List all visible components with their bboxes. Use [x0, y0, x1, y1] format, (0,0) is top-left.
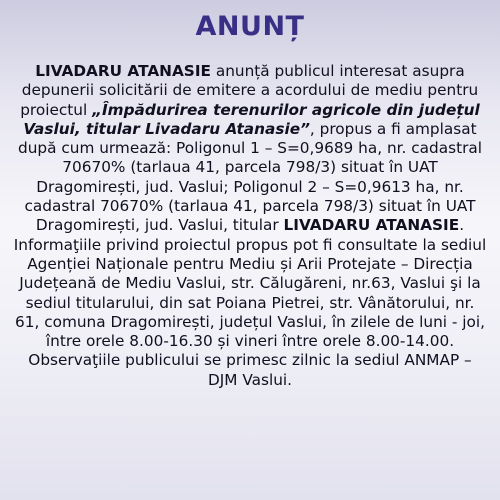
holder-end: .: [459, 216, 465, 235]
holder-name: LIVADARU ATANASIE: [283, 216, 460, 235]
announcement-title: ANUNȚ: [195, 11, 305, 42]
intro-text: anunță publicul interesat asupra depunerii solicitării de emitere a acordului de mediu pentru proiectul: [20, 62, 479, 119]
location-text: , propus a fi amplasat după cum urmează: Poligonul 1 – S=0,9689 ha, nr. cadastral 70670% (tarlaua 41, parcela 798/3) situat în UAT Dragomirești, jud. Vaslui; Poligonul 2 – S=0,9613 ha, nr. cadastral 70670% (tarlaua 41, parcela 798/3) situat în UAT Dragomirești, jud. Vaslui, titular: [17, 119, 482, 235]
information-text: Informaţiile privind proiectul propus pot fi consultate la sediul Agenției Naționale pentru Mediu și Arii Protejate – Direcția Județeană de Mediu Vaslui, str. Călugăreni, nr.63, Vaslui şi la sediul titularului, din sat Poiana Pietrei, str. Vânătorului, nr. 61, comuna Dragomirești, județul Vaslui, în zilele de luni - joi, între orele 8.00-16.30 și vineri între orele 8.00-14.00.: [13, 235, 487, 351]
project-name: „Împădurirea terenurilor agricole din județul Vaslui, titular Livadaru Atanasie”: [23, 100, 480, 138]
announcement-body: [12, 62, 488, 390]
applicant-name: LIVADARU ATANASIE: [35, 62, 211, 80]
observations-text: Observaţiile publicului se primesc zilnic la sediul ANMAP – DJM Vaslui.: [28, 351, 472, 389]
